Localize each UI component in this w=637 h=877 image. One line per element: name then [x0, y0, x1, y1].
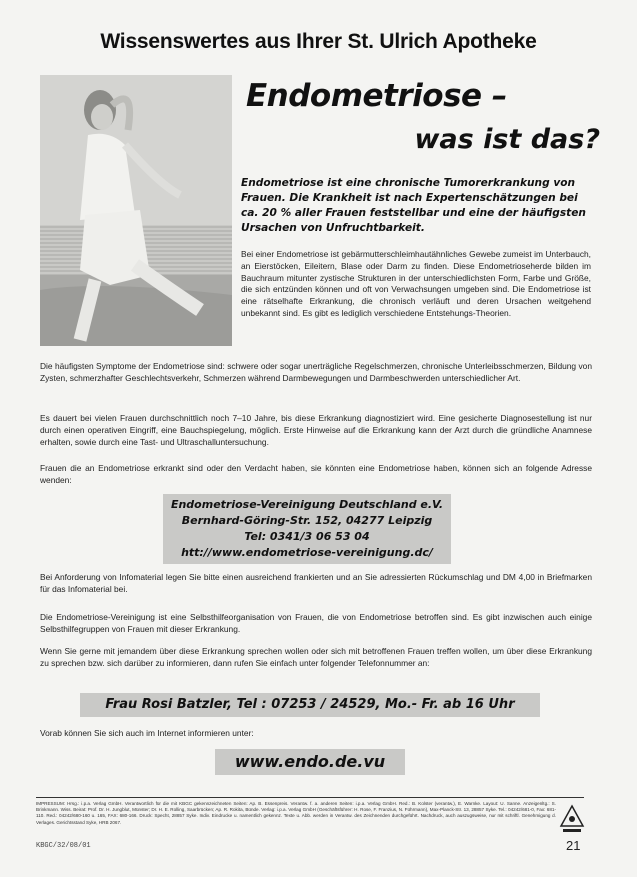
paragraph-infomaterial: Bei Anforderung von Infomaterial legen Sie bitte einen ausreichend frankierten und an Sie adressierten Rückumschlag und DM 4,00 in Briefmarken für das Infomaterial bei. — [40, 572, 592, 594]
paragraph-internet-intro: Vorab können Sie sich auch im Internet informieren unter: — [40, 728, 254, 738]
article-title-line1: Endometriose – — [246, 78, 507, 114]
paragraph-definition: Bei einer Endometriose ist gebärmutterschleimhautähnliches Gewebe zumeist im Unterbauch, an Eierstöcken, Eileitern, Blase oder Darm zu finden. Diese Endometrioseherde bilden im Bauchraum mitunter zystische Strukturen in der unterschiedlichsten Form, Farbe und Größe, die sich entzünden können und oft von Verwachsungen umgeben sind. Die Endometriose ist eine rätselhafte Erkrankung, die chronisch verläuft und deren Ursachen weitgehend unbekannt sind. Es gibt es lediglich verschiedene Entstehungs-Theorien. — [241, 249, 591, 318]
imprint-text: IMPRESSUM: Hrsg.: i.p.a. Verlag GmbH. Verantwortlich für die mit KBGC gekennzeichneten Seiten: Ap. B. Essenpreis. Verantw. f. a. anderen Seiten: i.p.a. Verlag GmbH. Red.: B. Kolster (verantw.), E. Warnke. Layout: U. Sanne. Anzeigenltg.: S. Brinkmann. Wiss. Beirat: Prof. Dr. H. Jungblut, Münster; Dr. H. E. Rolling, Saarbrücken; Ap. R. Rokita, Bünde. Verlag: i.p.a. Verlag GmbH (Geschäftsführer: H. Rose, F. Franzius, N. Führmann), Max-Planck-Str. 13, 28857 Syke. Tel.: 04242/681-0, Fax: 681-110. Red.: 04242/680-160 u. 165, FAX: 680-166. Druck: Specht, 28857 Syke. Indiv. Eindrucke u. namentlich gekennz. Texte u. Abb. werden in Verantw. des Zeichnenden durchgeführt. Nachdruck, auch auszugsweise, nur mit schriftl. Genehmigung d. Verlages. Gerichtsstand Syke, HRB 2067. — [36, 801, 556, 825]
association-address-box — [163, 494, 451, 564]
paragraph-symptoms: Die häufigsten Symptome der Endometriose sind: schwere oder sogar unerträgliche Regelschmerzen, chronische Unterleibsschmerzen, Bildung von Zysten, schmerzhafter Geschlechtsverkehr, Schmerzen während Darmbewegungen und Darmbeschwerden unterschiedlicher Art. — [40, 361, 592, 383]
paragraph-contact-intro: Frauen die an Endometriose erkrankt sind oder den Verdacht haben, sie könnten eine Endometriose haben, können sich an folgende Adresse wenden: — [40, 463, 592, 485]
association-phone: Tel: 0341/3 06 53 04 — [244, 530, 370, 543]
paragraph-selfhelp: Die Endometriose-Vereinigung ist eine Selbsthilfeorganisation von Frauen, die von Endometriose betroffen sind. Es gibt inzwischen auch einige Selbsthilfegruppen von Frauen mit dieser Erkrankung. — [40, 612, 592, 634]
footer-divider — [36, 797, 584, 798]
page-number: 21 — [566, 838, 581, 853]
association-url: htt://www.endometriose-vereinigung.dc/ — [181, 546, 433, 559]
paragraph-diagnosis: Es dauert bei vielen Frauen durchschnittlich noch 7–10 Jahre, bis diese Erkrankung diagnostiziert wird. Eine gesicherte Diagnosestellung ist nur durch einen operativen Eingriff, eine Bauchspiegelung, möglich. Erste Hinweise auf die Erkrankung kann der Arzt durch die gründliche Anamnese erhalten, sowie durch eine Tast- und Ultraschalluntersuchung. — [40, 413, 592, 447]
page-header-title: Wissenswertes aus Ihrer St. Ulrich Apotheke — [100, 30, 537, 53]
woman-photo — [40, 75, 232, 346]
publisher-logo-icon — [559, 804, 585, 834]
contact-phone-box: Frau Rosi Batzler, Tel : 07253 / 24529, Mo.- Fr. ab 16 Uhr — [80, 693, 540, 717]
paragraph-phone-intro: Wenn Sie gerne mit jemandem über diese Erkrankung sprechen wollen oder sich mit betroffenen Frauen treffen wollen, um über diese Erkrankung zu sprechen bzw. sich darüber zu informieren, dann rufen Sie einfach unter folgender Telefonnummer an: — [40, 646, 592, 668]
article-title-line2: was ist das? — [414, 124, 600, 155]
association-street: Bernhard-Göring-Str. 152, 04277 Leipzig — [181, 514, 433, 527]
website-box: www.endo.de.vu — [215, 749, 405, 775]
association-name: Endometriose-Vereinigung Deutschland e.V. — [170, 498, 444, 511]
issue-code: KBGC/32/08/01 — [36, 842, 91, 850]
article-lead: Endometriose ist eine chronische Tumorerkrankung von Frauen. Die Krankheit ist nach Expertenschätzungen bei ca. 20 % aller Frauen feststellbar und eine der häufigsten Ursachen von Unfruchtbarkeit. — [241, 177, 586, 234]
